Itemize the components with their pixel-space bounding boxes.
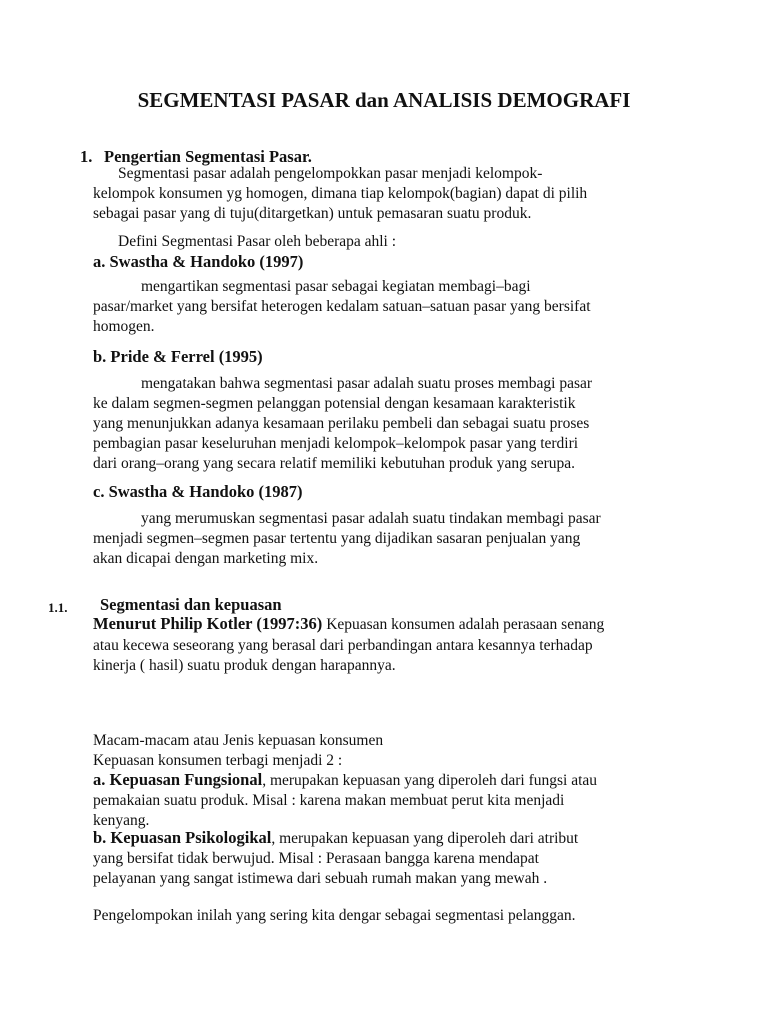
kotler-body: [93, 636, 593, 676]
kotler-rest: Kepuasan konsumen adalah perasaan senang: [322, 616, 605, 633]
body-line: mengatakan bahwa segmentasi pasar adalah suatu proses membagi pasar: [141, 375, 593, 392]
kind-b-first-line: [93, 828, 578, 849]
section-1-body: [93, 164, 587, 224]
kind-a-rest: , merupakan kepuasan yang diperoleh dari fungsi atau: [262, 772, 598, 789]
section-1-heading: Pengertian Segmentasi Pasar.: [104, 147, 312, 166]
body-line: kenyang.: [93, 812, 150, 829]
expert-a-body: [93, 277, 591, 337]
section-1-number: 1.: [80, 147, 93, 166]
expert-c-heading: c. Swastha & Handoko (1987): [93, 482, 303, 501]
body-line: sebagai pasar yang di tuju(ditargetkan) untuk pemasaran suatu produk.: [93, 205, 532, 222]
body-line: Macam-macam atau Jenis kepuasan konsumen: [93, 732, 384, 749]
body-line: yang merumuskan segmentasi pasar adalah suatu tindakan membagi pasar: [141, 510, 601, 527]
body-line: menjadi segmen–segmen pasar tertentu yang dijadikan sasaran penjualan yang: [93, 530, 581, 547]
kotler-first-line: [93, 614, 604, 635]
body-line: dari orang–orang yang secara relatif memiliki kebutuhan produk yang serupa.: [93, 455, 576, 472]
body-line: kelompok konsumen yg homogen, dimana tiap kelompok(bagian) dapat di pilih: [93, 185, 588, 202]
body-line: yang bersifat tidak berwujud. Misal : Perasaan bangga karena mendapat: [93, 850, 539, 867]
body-line: kinerja ( hasil) suatu produk dengan harapannya.: [93, 657, 396, 674]
body-line: akan dicapai dengan marketing mix.: [93, 550, 319, 567]
section-1-1-heading: Segmentasi dan kepuasan: [100, 595, 282, 614]
kind-a-body: [93, 791, 564, 831]
kind-b-bold: b. Kepuasan Psikologikal: [93, 828, 272, 847]
body-line: homogen.: [93, 318, 155, 335]
expert-c-body: [93, 509, 601, 569]
body-line: pembagian pasar keseluruhan menjadi kelompok–kelompok pasar yang terdiri: [93, 435, 579, 452]
section-1-1-number: 1.1.: [48, 600, 68, 615]
kind-b-body: [93, 849, 547, 889]
body-line: Segmentasi pasar adalah pengelompokkan pasar menjadi kelompok-: [118, 165, 543, 182]
body-line: atau kecewa seseorang yang berasal dari perbandingan antara kesannya terhadap: [93, 637, 593, 654]
definitions-intro: Defini Segmentasi Pasar oleh beberapa ahli :: [118, 233, 397, 250]
body-line: ke dalam segmen-segmen pelanggan potensial dengan kesamaan karakteristik: [93, 395, 576, 412]
kind-a-bold: a. Kepuasan Fungsional: [93, 770, 263, 789]
closing-sentence: Pengelompokan inilah yang sering kita dengar sebagai segmentasi pelanggan.: [93, 907, 576, 924]
body-line: pasar/market yang bersifat heterogen kedalam satuan–satuan pasar yang bersifat: [93, 298, 591, 315]
kind-b-rest: , merupakan kepuasan yang diperoleh dari atribut: [271, 830, 579, 847]
expert-b-heading: b. Pride & Ferrel (1995): [93, 347, 263, 366]
body-line: pemakaian suatu produk. Misal : karena makan membuat perut kita menjadi: [93, 792, 565, 809]
kotler-bold: Menurut Philip Kotler (1997:36): [93, 614, 323, 633]
body-line: Kepuasan konsumen terbagi menjadi 2 :: [93, 752, 343, 769]
expert-a-heading: a. Swastha & Handoko (1997): [93, 252, 304, 271]
body-line: pelayanan yang sangat istimewa dari sebuah rumah makan yang mewah .: [93, 870, 548, 887]
expert-b-body: [93, 374, 592, 474]
document-title: SEGMENTASI PASAR dan ANALISIS DEMOGRAFI: [137, 88, 631, 112]
body-line: mengartikan segmentasi pasar sebagai kegiatan membagi–bagi: [141, 278, 531, 295]
body-line: yang menunjukkan adanya kesamaan perilaku pembeli dan sebagai suatu proses: [93, 415, 590, 432]
kinds-intro: [93, 731, 383, 771]
kind-a-first-line: [93, 770, 597, 791]
